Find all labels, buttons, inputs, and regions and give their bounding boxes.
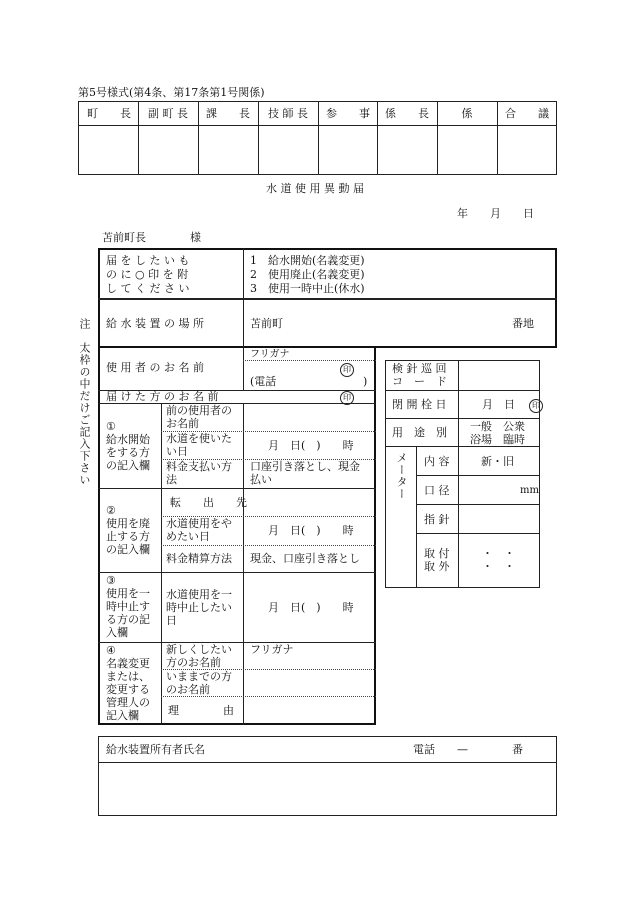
notify-option-3[interactable]: 3 使用一時中止(休水) — [250, 282, 365, 295]
owner-label: 給水装置所有者氏名 — [106, 743, 205, 756]
submitter-seal-icon: 印 — [340, 391, 354, 405]
section1-head-3: をする方 — [106, 446, 150, 459]
section2-head-4: の記入欄 — [106, 543, 150, 556]
section2-end-date-label-2: めたい日 — [166, 530, 210, 543]
use-label: 用 途 別 — [392, 426, 447, 439]
section3-head-1: ③ — [106, 574, 116, 587]
section1-head-1: ① — [106, 420, 116, 433]
meter-bore-unit: mm — [520, 485, 539, 496]
section3-pause-label-2: 時中止したい — [166, 601, 232, 614]
use-value-2: 浴場 臨時 — [470, 433, 525, 446]
section2-move-label: 転 出 先 — [170, 496, 247, 509]
approval-header-consult: 合 議 — [505, 107, 549, 120]
section4-head-4: 変更する — [106, 683, 150, 696]
section3-pause-label-3: 日 — [166, 614, 177, 627]
meter-install-value-1: ・ ・ — [482, 547, 515, 560]
section1-payment-label: 料金支払い方 — [166, 460, 232, 473]
open-close-value: 月 日 — [482, 398, 515, 411]
approval-header-engineer: 技 師 長 — [268, 107, 308, 120]
section3-head-3: 時中止す — [106, 600, 150, 613]
meter-content-value: 新・旧 — [481, 455, 514, 468]
section4-head-5: 管理人の — [106, 696, 150, 709]
user-seal-icon: 印 — [340, 363, 354, 377]
section4-head-2: 名義変更 — [106, 657, 150, 670]
section4-new-name-furigana: フリガナ — [250, 643, 294, 656]
section4-head-6: 記入欄 — [106, 709, 139, 722]
section1-head-4: の記入欄 — [106, 459, 150, 472]
addressee: 苫前町長 様 — [102, 231, 201, 244]
approval-header-deputy: 副 町 長 — [148, 107, 188, 120]
notify-label-1: 届 を し た い も — [106, 254, 190, 267]
section2-end-date-value: 月 日( ) 時 — [268, 524, 354, 537]
form-title: 水 道 使 用 異 動 届 — [266, 182, 364, 195]
section3-head-2: 使用を一 — [106, 587, 150, 600]
notify-label-3: し て く だ さ い — [106, 282, 190, 295]
user-tel: (電話 — [250, 375, 277, 388]
section1-prev-user-label-2: お名前 — [166, 417, 199, 430]
section4-head-3: または、 — [106, 670, 150, 683]
location-label: 給 水 装 置 の 場 所 — [106, 317, 204, 330]
owner-tel: 電話 — 番 — [413, 743, 523, 756]
notify-option-2[interactable]: 2 使用廃止(名義変更) — [250, 268, 365, 281]
section3-head-5: 入欄 — [106, 626, 128, 639]
section4-reason-label: 理 由 — [168, 704, 234, 717]
meter-reading-label: 指 針 — [424, 513, 450, 526]
approval-header-staff: 係 — [461, 107, 473, 120]
meter-install-value-2: ・ ・ — [482, 560, 515, 573]
approval-header-chief: 係 長 — [385, 107, 429, 120]
approval-header-section-chief: 課 長 — [206, 107, 250, 120]
section4-old-name-label: いままでの方 — [166, 670, 232, 683]
meter-bore-label: 口 径 — [424, 484, 450, 497]
notify-label-2: の に ○ 印 を 附 — [106, 268, 189, 281]
section1-start-date-label: 水道を使いた — [166, 432, 232, 445]
note-vertical: 注 太枠の中だけご記入下さい — [78, 318, 91, 486]
user-label: 使 用 者 の お 名 前 — [106, 361, 204, 374]
section4-new-name-label-2: 方のお名前 — [166, 656, 221, 669]
code-label-1: 検 針 巡 回 — [392, 362, 447, 375]
approval-header-counselor: 参 事 — [326, 107, 370, 120]
section2-head-1: ② — [106, 504, 116, 517]
section2-head-3: 止する方 — [106, 530, 150, 543]
approval-header-mayor: 町 長 — [87, 107, 131, 120]
section2-end-date-label: 水道使用をや — [166, 517, 232, 530]
meter-content-label: 内 容 — [424, 455, 450, 468]
section1-payment-value-2: 払い — [250, 473, 272, 486]
code-label-2: コ ー ド — [392, 375, 447, 388]
section1-start-date-value: 月 日( ) 時 — [268, 439, 354, 452]
section1-payment-value: 口座引き落とし、現金 — [250, 460, 360, 473]
use-value-1: 一般 公衆 — [470, 420, 525, 433]
form-label: 第5号様式(第4条、第17条第1号関係) — [78, 86, 265, 99]
section1-head-2: 給水開始 — [106, 433, 150, 446]
meter-install-label-1: 取 付 — [424, 547, 450, 560]
open-close-label: 閉 開 栓 日 — [392, 398, 447, 411]
section1-payment-label-2: 法 — [166, 473, 177, 486]
section1-prev-user-label: 前の使用者の — [166, 404, 232, 417]
date-line: 年 月 日 — [457, 207, 534, 220]
open-seal-icon: 印 — [529, 399, 543, 413]
meter-install-label-2: 取 外 — [424, 560, 450, 573]
notify-option-1[interactable]: 1 給水開始(名義変更) — [250, 254, 365, 267]
section3-pause-label: 水道使用を一 — [166, 588, 232, 601]
section4-new-name-label: 新しくしたい — [166, 643, 232, 656]
location-town: 苫前町 — [250, 317, 283, 330]
section4-head-1: ④ — [106, 644, 116, 657]
user-furigana: フリガナ — [250, 349, 290, 360]
section2-settle-label: 料金精算方法 — [166, 552, 232, 565]
section2-head-2: 使用を廃 — [106, 517, 150, 530]
user-tel-close: ) — [363, 375, 368, 388]
section2-settle-value: 現金、口座引き落とし — [250, 552, 360, 565]
office-box — [385, 360, 540, 588]
section4-old-name-label-2: のお名前 — [166, 683, 210, 696]
section1-start-date-label-2: い日 — [166, 445, 188, 458]
section3-pause-value: 月 日( ) 時 — [268, 601, 354, 614]
section3-head-4: る方の記 — [106, 613, 150, 626]
submitter-label: 届 け た 方 の お 名 前 — [106, 390, 219, 403]
meter-label: メーター — [395, 452, 408, 500]
location-banchi: 番地 — [512, 317, 534, 330]
